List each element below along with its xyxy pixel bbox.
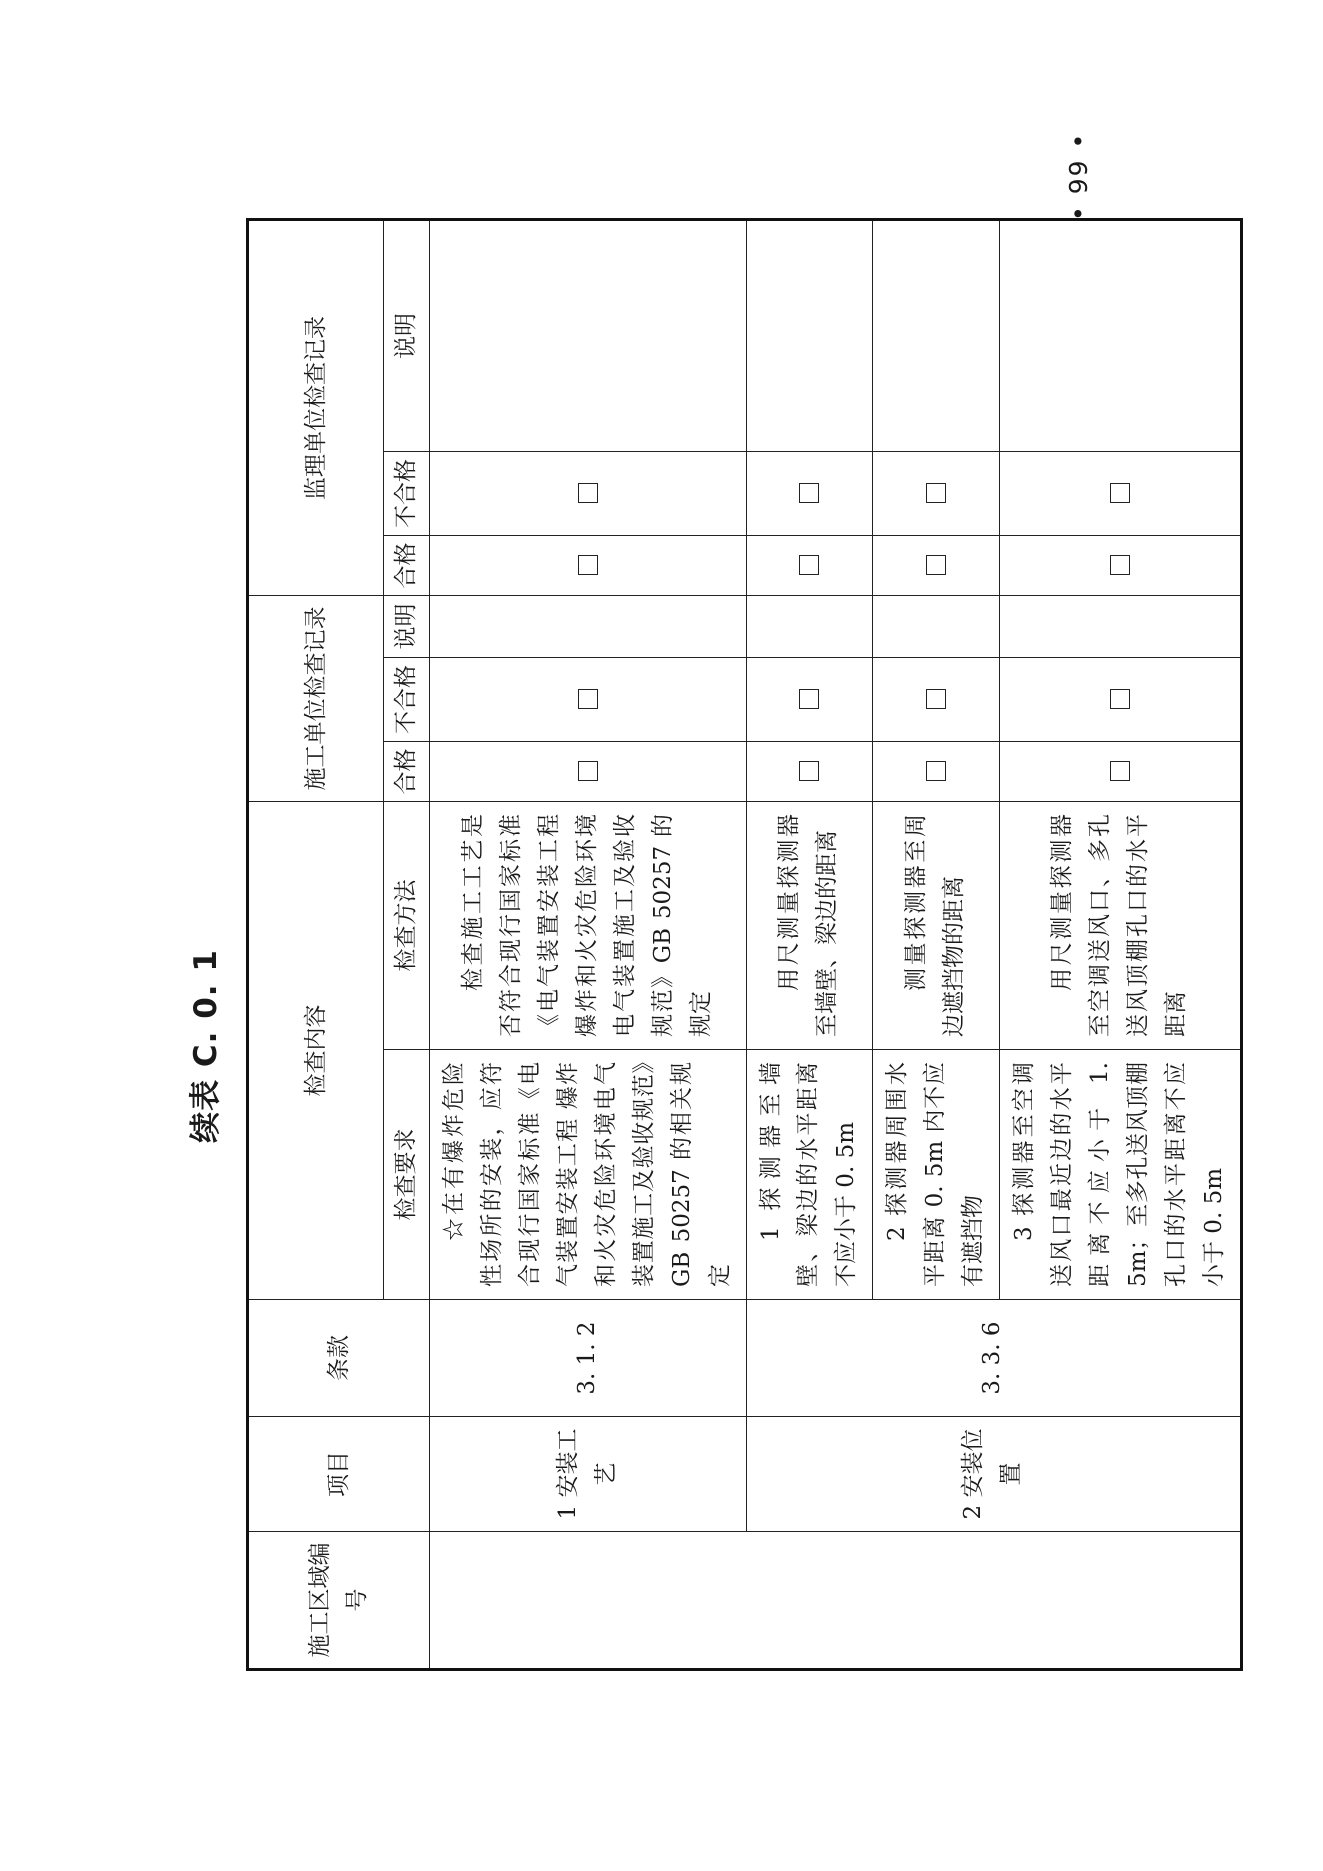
contractor-fail-cell [873, 658, 1000, 742]
contractor-pass-cell [746, 742, 873, 802]
supervisor-fail-cell [430, 451, 747, 535]
area-code-cell [430, 1532, 1242, 1670]
supervisor-pass-cell [746, 535, 873, 595]
contractor-note-cell [1000, 595, 1242, 657]
contractor-pass-cell [873, 742, 1000, 802]
method-cell: 测量探测器至周边遮挡物的距离 [873, 802, 1000, 1050]
header-item: 项目 [248, 1417, 430, 1532]
supervisor-fail-checkbox[interactable] [578, 483, 598, 503]
header-contractor-note: 说明 [384, 595, 430, 657]
contractor-note-cell [430, 595, 747, 657]
method-cell: 用尺测量探测器至空调送风口、多孔送风顶棚孔口的水平距离 [1000, 802, 1242, 1050]
header-supervisor-pass: 合格 [384, 535, 430, 595]
item-cell: 1 安装工艺 [430, 1417, 747, 1532]
supervisor-note-cell [746, 219, 873, 451]
contractor-fail-cell [1000, 658, 1242, 742]
contractor-fail-checkbox[interactable] [926, 690, 946, 710]
supervisor-pass-cell [873, 535, 1000, 595]
header-supervisor-fail: 不合格 [384, 451, 430, 535]
requirement-cell: 2 探测器周围水平距离 0. 5m 内不应有遮挡物 [873, 1050, 1000, 1300]
supervisor-pass-checkbox[interactable] [578, 555, 598, 575]
supervisor-note-cell [430, 219, 747, 451]
contractor-fail-cell [430, 658, 747, 742]
contractor-fail-checkbox[interactable] [1110, 690, 1130, 710]
supervisor-fail-checkbox[interactable] [1110, 483, 1130, 503]
clause-cell: 3. 3. 6 [746, 1300, 1241, 1417]
table-caption: 续表 C. 0. 1 [188, 949, 224, 1143]
supervisor-pass-checkbox[interactable] [1110, 555, 1130, 575]
header-supervisor-record: 监理单位检查记录 [248, 219, 384, 595]
supervisor-pass-cell [430, 535, 747, 595]
requirement-cell: 3 探测器至空调送风口最近边的水平距离不应小于 1. 5m；至多孔送风顶棚孔口的水平距离不应小于 0. 5m [1000, 1050, 1242, 1300]
method-cell: 用尺测量探测器至墙壁、梁边的距离 [746, 802, 873, 1050]
supervisor-fail-cell [746, 451, 873, 535]
supervisor-fail-checkbox[interactable] [799, 483, 819, 503]
contractor-pass-cell [1000, 742, 1242, 802]
contractor-note-cell [746, 595, 873, 657]
contractor-fail-checkbox[interactable] [578, 690, 598, 710]
header-clause: 条款 [248, 1300, 430, 1417]
header-check-content: 检查内容 [248, 802, 384, 1300]
method-cell: 检查施工工艺是否符合现行国家标准《电气装置安装工程 爆炸和火灾危险环境电气装置施工及验收规范》GB 50257 的规定 [430, 802, 747, 1050]
item-cell: 2 安装位置 [746, 1417, 1241, 1532]
inspection-table [246, 218, 1243, 1671]
header-contractor-pass: 合格 [384, 742, 430, 802]
contractor-pass-checkbox[interactable] [1110, 762, 1130, 782]
requirement-cell: ☆在有爆炸危险性场所的安装，应符合现行国家标准《电气装置安装工程 爆炸和火灾危险环境电气装置施工及验收规范》GB 50257 的相关规定 [430, 1050, 747, 1300]
contractor-fail-cell [746, 658, 873, 742]
contractor-pass-checkbox[interactable] [799, 762, 819, 782]
contractor-pass-checkbox[interactable] [926, 762, 946, 782]
clause-cell: 3. 1. 2 [430, 1300, 747, 1417]
supervisor-note-cell [1000, 219, 1242, 451]
supervisor-fail-cell [873, 451, 1000, 535]
supervisor-pass-cell [1000, 535, 1242, 595]
page-number: • 99 • [1064, 131, 1093, 221]
header-contractor-fail: 不合格 [384, 658, 430, 742]
supervisor-fail-checkbox[interactable] [926, 483, 946, 503]
header-supervisor-note: 说明 [384, 219, 430, 451]
requirement-cell: 1 探测器至墙壁、梁边的水平距离不应小于 0. 5m [746, 1050, 873, 1300]
contractor-pass-checkbox[interactable] [578, 762, 598, 782]
contractor-pass-cell [430, 742, 747, 802]
table-row [746, 219, 873, 1669]
contractor-fail-checkbox[interactable] [799, 690, 819, 710]
supervisor-pass-checkbox[interactable] [799, 555, 819, 575]
header-method: 检查方法 [384, 802, 430, 1050]
supervisor-fail-cell [1000, 451, 1242, 535]
supervisor-note-cell [873, 219, 1000, 451]
contractor-note-cell [873, 595, 1000, 657]
supervisor-pass-checkbox[interactable] [926, 555, 946, 575]
header-requirement: 检查要求 [384, 1050, 430, 1300]
header-contractor-record: 施工单位检查记录 [248, 595, 384, 801]
header-area-code: 施工区域编号 [248, 1532, 430, 1670]
table-row [430, 219, 747, 1669]
